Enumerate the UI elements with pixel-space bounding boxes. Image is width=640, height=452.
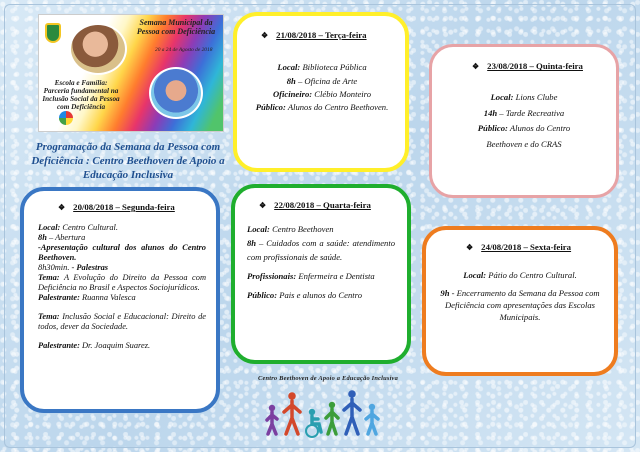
diamond-bullet-icon: ❖ [259,201,267,210]
day-card-friday: ❖ 24/08/2018 – Sexta-feira Local: Pátio do Centro Cultural. 9h - Encerramento da Semana da Pessoa com Deficiência com apresentações das Escolas Municipais. [422,226,618,376]
people-group-icon [262,388,382,440]
footer-organization: Centro Beethoven de Apoio a Educação Inclusiva [258,375,398,382]
colored-ball-icon [59,111,73,125]
day-header: ❖ 20/08/2018 – Segunda-feira [58,202,175,212]
program-title: Programação da Semana da Pessoa com Deficiência : Centro Beethoven de Apoio a Educação Inclusiva [31,141,225,182]
event-poster [38,14,224,132]
mother-child-photo [69,23,127,75]
children-photo [149,67,203,119]
day-header: ❖ 21/08/2018 – Terça-feira [261,30,367,40]
poster-motto: Escola e Família: Parceria fundamental na Inclusão Social da Pessoa com Deficiência [42,79,120,112]
day-card-tuesday: ❖ 21/08/2018 – Terça-feira Local: Biblioteca Pública 8h – Oficina de Arte Oficineiro: Clébio Monteiro Público: Alunos do Centro Beethoven. [233,12,409,172]
day-header: ❖ 22/08/2018 – Quarta-feira [259,200,371,210]
day-header: ❖ 24/08/2018 – Sexta-feira [466,242,572,252]
diamond-bullet-icon: ❖ [472,62,480,71]
diamond-bullet-icon: ❖ [466,243,474,252]
day-card-monday: ❖ 20/08/2018 – Segunda-feira Local: Centro Cultural. 8h – Abertura -Apresentação cultural dos alunos do Centro Beethoven. 8h30min. - Palestras Tema: A Evolução do Direito da Pessoa com Deficiência no Brasil e Aspectos Sociojurídicos. Palestrante: Ruanna Valesca Tema: Inclusão Social e Educacional: Direito de todos, dever da Sociedade. Palestrante: Dr. Joaquim Suarez. [20,187,220,413]
poster-dates: 20 a 24 de Agosto de 2018 [155,47,213,53]
poster-title: Semana Municipal da Pessoa com Deficiência [136,18,216,36]
day-card-wednesday: ❖ 22/08/2018 – Quarta-feira Local: Centro Beethoven 8h – Cuidados com a saúde: atendimento com profissionais de saúde. Profissionais: Enfermeira e Dentista Público: Pais e alunos do Centro [231,184,411,364]
diamond-bullet-icon: ❖ [261,31,269,40]
diamond-bullet-icon: ❖ [58,203,66,212]
municipal-logo-icon [45,23,61,43]
day-card-thursday: ❖ 23/08/2018 – Quinta-feira Local: Lions Clube 14h – Tarde Recreativa Público: Alunos do Centro Beethoven e do CRAS [429,44,619,198]
day-header: ❖ 23/08/2018 – Quinta-feira [472,61,583,71]
